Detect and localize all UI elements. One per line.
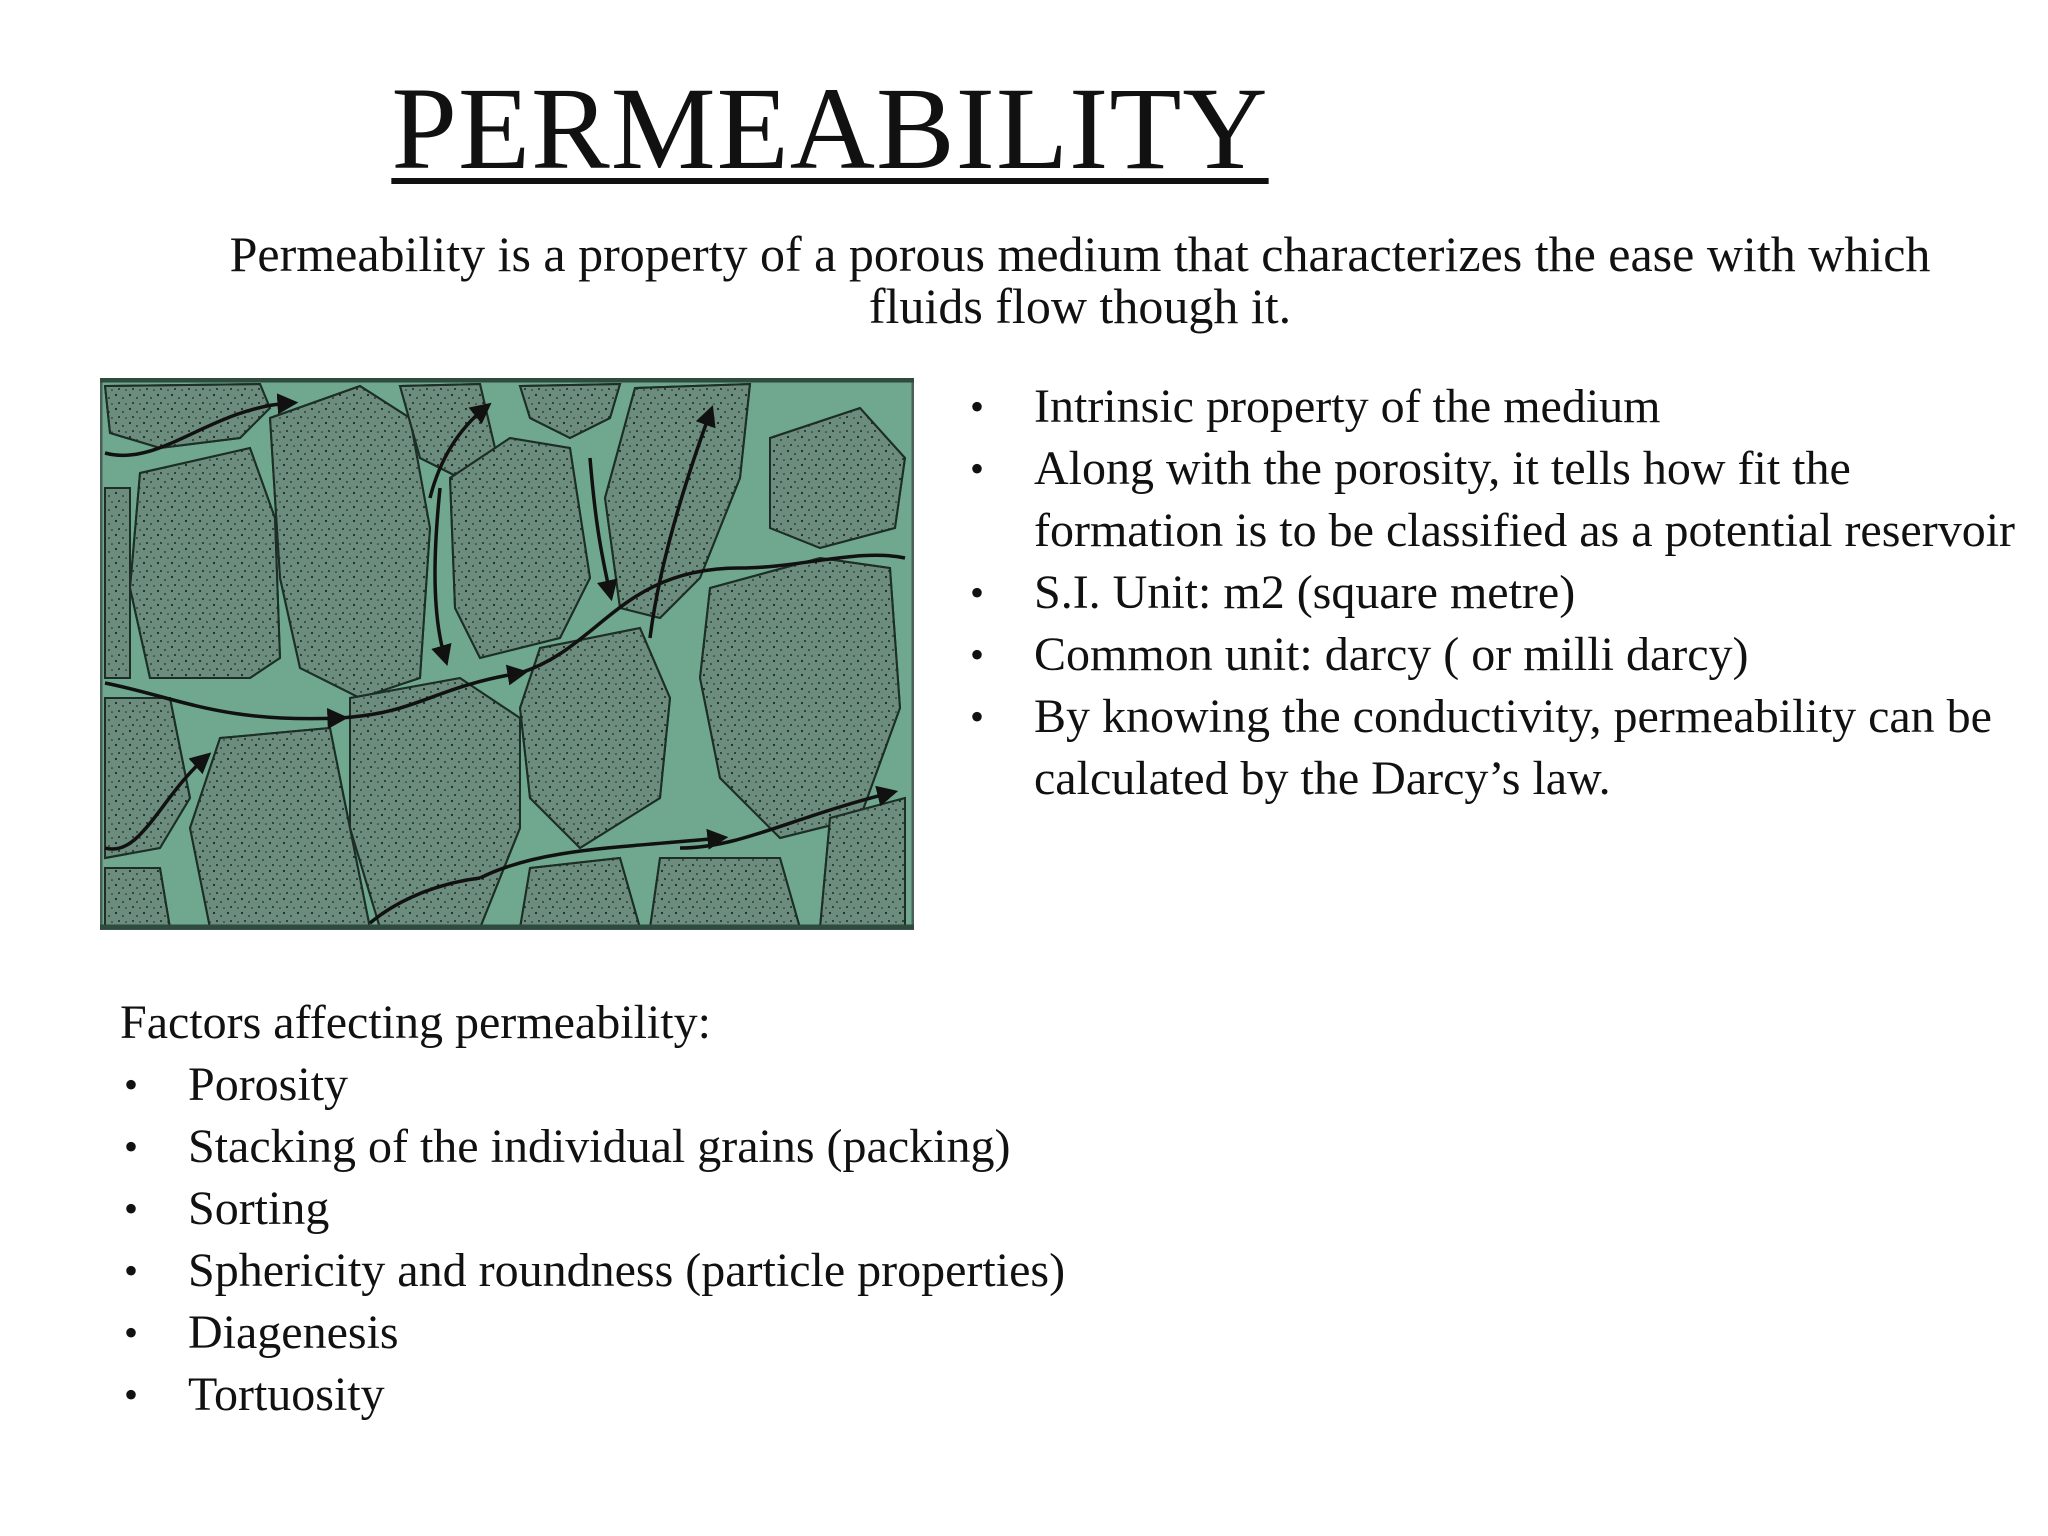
grain (105, 488, 130, 678)
list-item (120, 1054, 1420, 1116)
bullet-icon: • (124, 1372, 139, 1417)
property-text: Common unit: darcy ( or milli darcy) (1034, 628, 1749, 681)
definition-line-1: Permeability is a property of a porous medium that characterizes the ease with which (229, 226, 1931, 282)
bullet-icon: • (970, 384, 985, 429)
grain (820, 798, 905, 928)
list-item (960, 438, 2020, 562)
property-text: Along with the porosity, it tells how fit the formation is to be classified as a potential reservoir (1034, 442, 2016, 557)
porous-medium-figure (100, 378, 914, 930)
bullet-icon: • (970, 632, 985, 677)
properties-list (960, 376, 2020, 810)
list-item (120, 1240, 1420, 1302)
factors-section (120, 992, 1420, 1426)
bullet-icon: • (124, 1124, 139, 1169)
list-item (120, 1302, 1420, 1364)
list-item (120, 1364, 1420, 1426)
definition-text (120, 228, 2040, 332)
bullet-icon: • (124, 1062, 139, 1107)
grain (520, 858, 640, 928)
bullet-icon: • (124, 1310, 139, 1355)
factor-text: Porosity (188, 1058, 349, 1111)
factor-text: Diagenesis (188, 1306, 399, 1359)
list-item (960, 376, 2020, 438)
bullet-icon: • (124, 1186, 139, 1231)
porous-medium-diagram (100, 378, 914, 930)
factors-heading: Factors affecting permeability: (120, 996, 711, 1049)
bullet-icon: • (970, 446, 985, 491)
bullet-icon: • (970, 694, 985, 739)
property-text: By knowing the conductivity, permeability can be calculated by the Darcy’s law. (1034, 690, 1992, 805)
list-item (960, 562, 2020, 624)
property-text: Intrinsic property of the medium (1034, 380, 1661, 433)
factor-text: Sphericity and roundness (particle properties) (188, 1244, 1066, 1297)
bullet-icon: • (124, 1248, 139, 1293)
list-item (120, 1116, 1420, 1178)
bullet-icon: • (970, 570, 985, 615)
factors-list (120, 1054, 1420, 1426)
list-item (120, 1178, 1420, 1240)
definition-line-2: fluids flow though it. (868, 278, 1292, 334)
factor-text: Tortuosity (188, 1368, 385, 1421)
factor-text: Sorting (188, 1182, 330, 1235)
grain (105, 868, 170, 928)
grain (650, 858, 800, 928)
grain (130, 448, 280, 678)
factor-text: Stacking of the individual grains (packing) (188, 1120, 1011, 1173)
property-text: S.I. Unit: m2 (square metre) (1034, 566, 1576, 619)
slide-title: PERMEABILITY (391, 63, 1269, 194)
list-item (960, 624, 2020, 686)
list-item (960, 686, 2020, 810)
